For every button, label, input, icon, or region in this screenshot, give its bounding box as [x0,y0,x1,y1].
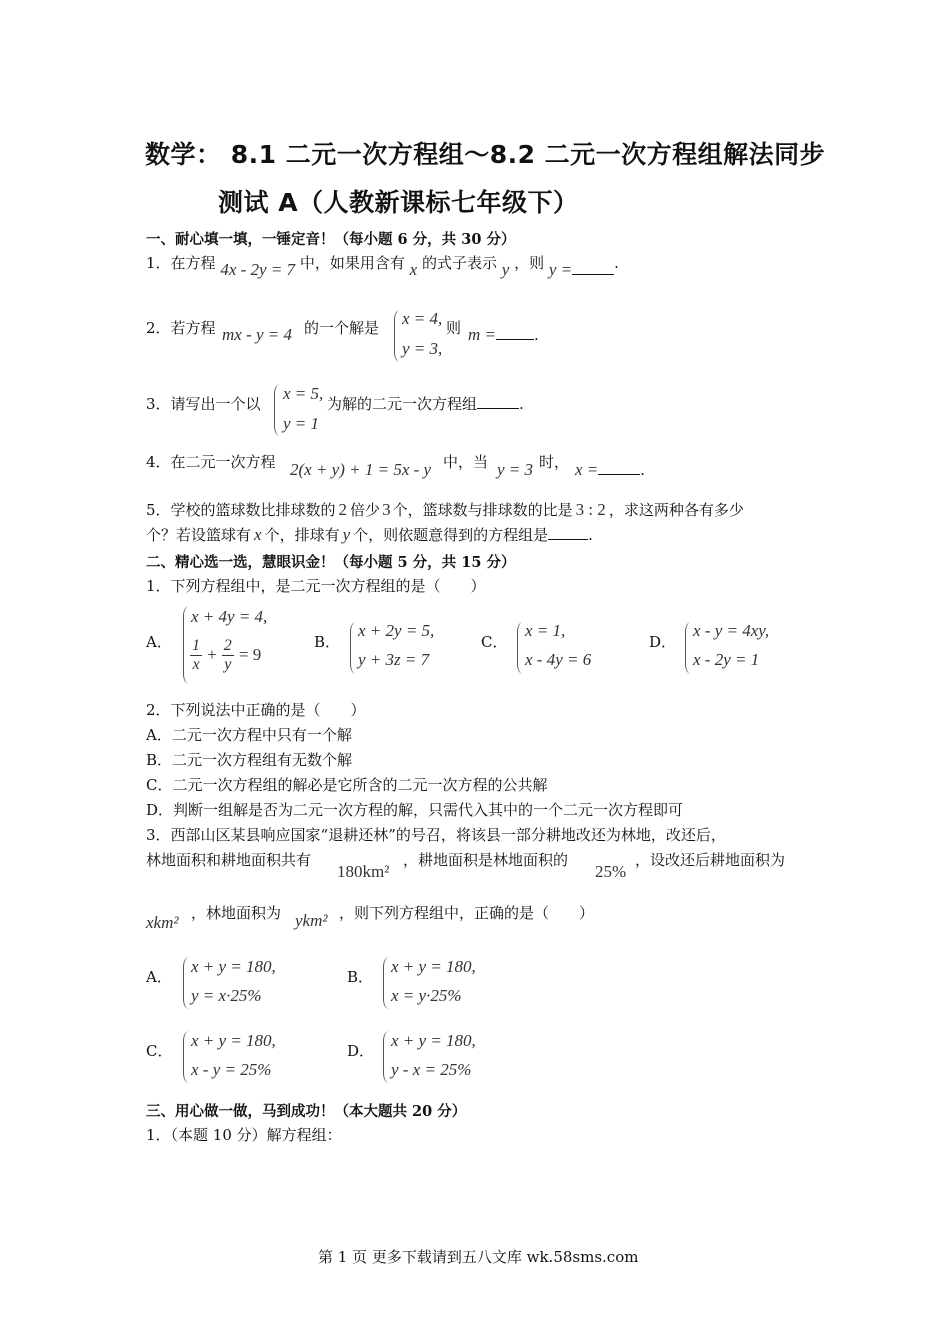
s1-q5-l2a: 个？若设篮球有 [146,526,252,544]
s1-q5-line2 [146,525,593,545]
s2-q1-A-label: A． [146,633,172,651]
frac-den: y [224,656,232,673]
s2-q3-line2b: ，耕地面积是林地面积的 [403,851,569,869]
s2-q3-C-e1: x + y = 180, [191,1031,276,1050]
page-title-line1: 数学： 8.1 二元一次方程组～8.2 二元一次方程组解法同步 [145,140,826,169]
s1-q1-x: x [409,260,418,279]
s1-q3-s2: y = 1 [283,414,320,433]
s2-q1-D-e2: x - 2y = 1 [693,650,760,669]
s2-q3-ykm: ykm² [295,911,328,930]
s2-q3-B-label: B． [347,968,374,986]
s1-q5-l2c: 个，则依题意得到的方程组是 [353,526,549,544]
s1-q2-eq: mx - y = 4 [222,325,293,344]
s2-q3-C-label: C． [146,1042,173,1060]
s1-q5-l1d: ，求这两种各有多少 [608,501,744,519]
s1-q4-eq: 2(x + y) + 1 = 5x - y [290,460,432,479]
section1-heading: 一、耐心填一填，一锤定音！（每小题 6 分，共 30 分） [146,231,516,248]
rhs: = 9 [238,645,262,664]
s2-q3-B-e2: x = y·25% [391,986,462,1005]
answer-blank [598,462,640,475]
s1-q4-cond: y = 3 [497,460,534,479]
s1-q2-end: . [534,326,539,344]
s1-q1-y: y [501,260,510,279]
s2-q3-line3a: ，林地面积为 [191,904,282,922]
brace-icon [383,1031,390,1083]
s2-q1-D-e1: x - y = 4xy, [693,621,770,640]
s1-q5-l1c: 个，篮球数与排球数的比是 [392,501,573,519]
brace-icon [274,384,281,436]
s2-q3-area: 180km² [337,862,390,881]
s2-q1-C-e1: x = 1, [525,621,566,640]
frac-num: 2 [223,637,232,654]
s2-q2-D: D．判断一组解是否为二元一次方程的解，只需代入其中的一个二元一次方程即可 [146,801,684,819]
s1-q2-s2: y = 3, [402,339,443,358]
s2-q3-line2a: 林地面积和耕地面积共有 [146,851,312,869]
s1-q5-n3: 3 [382,500,391,519]
s1-q5-n2: 2 [338,500,348,519]
fraction [222,637,234,674]
s2-q3-A-e2: y = x·25% [191,986,262,1005]
s2-q1-B-label: B． [314,633,341,651]
s1-q5-x: x [254,525,262,544]
s1-q1-b: 中，如果用含有 [299,254,405,272]
s2-q1-stem: 1．下列方程组中，是二元一次方程组的是（ ） [146,577,486,595]
s1-q3-s1: x = 5, [283,384,324,403]
s1-q4-end: . [640,461,646,479]
s2-q2-A: A．二元一次方程中只有一个解 [146,726,352,744]
s1-q1-eq: 4x - 2y = 7 [220,260,296,279]
brace-icon [350,622,357,674]
s1-q2-c: 则 [446,319,462,337]
s1-q3-b: 为解的二元一次方程组 [327,395,478,413]
s1-q5-end: . [588,526,593,544]
s1-q2-s1: x = 4, [402,309,443,328]
s1-q1-d: ，则 [514,254,545,272]
s2-q3-B-e1: x + y = 180, [391,957,476,976]
section3-heading: 三、用心做一做，马到成功！（本大题共 20 分） [146,1103,467,1120]
s2-q3-line3b: ，则下列方程组中，正确的是（ ） [339,904,595,922]
s2-q3-line2c: ，设改还后耕地面积为 [635,851,786,869]
s1-q3-end: . [519,395,524,413]
frac-den: x [192,656,200,673]
brace-icon [183,606,190,684]
s1-q3-line [327,394,524,414]
s1-q1-ans: y = [548,260,573,279]
s1-q2-b: 的一个解是 [304,319,380,337]
s2-q3-D-e1: x + y = 180, [391,1031,476,1050]
s2-q1-A-e1: x + 4y = 4, [191,607,268,626]
brace-icon [394,310,401,362]
s1-q1 [146,253,619,279]
s2-q1-C-e2: x - 4y = 6 [525,650,592,669]
s2-q1-C-label: C． [481,633,508,651]
brace-icon [685,622,692,674]
s2-q3-A-e1: x + y = 180, [191,957,276,976]
answer-blank [572,262,614,275]
s1-q4-b: 中，当 [443,453,489,471]
s2-q2-C: C．二元一次方程组的解必是它所含的二元一次方程的公共解 [146,776,548,794]
s1-q2-ans: m = [468,325,496,344]
s1-q5-l1b: 倍少 [350,501,381,519]
plus-sign: + [207,645,217,664]
s1-q1-end: . [614,254,619,272]
s1-q5-l1a: 5．学校的篮球数比排球数的 [146,501,336,519]
brace-icon [183,1031,190,1083]
page-title-line2: 测试 A（人教新课标七年级下） [218,188,579,217]
answer-blank [496,327,534,340]
s1-q4-ans: x = [575,460,599,479]
s2-q1-B-e1: x + 2y = 5, [358,621,435,640]
s1-q1-c: 的式子表示 [421,254,497,272]
brace-icon [183,957,190,1009]
s2-q3-D-e2: y - x = 25% [391,1060,472,1079]
s1-q5-y: y [342,525,351,544]
s1-q2-answer [468,325,539,345]
s2-q2-B: B．二元一次方程组有无数个解 [146,751,353,769]
s2-q1-B-e2: y + 3z = 7 [358,650,430,669]
s3-q1: 1．（本题 10 分）解方程组： [146,1126,342,1144]
s1-q4-c: 时， [539,453,570,471]
section2-heading: 二、精心选一选，慧眼识金！（每小题 5 分，共 15 分） [146,554,516,571]
s1-q4-a: 4．在二元一次方程 [146,453,276,471]
s2-q1-D-label: D． [649,633,677,651]
s2-q2-stem: 2．下列说法中正确的是（ ） [146,701,366,719]
s1-q5-line1 [146,500,744,520]
s2-q3-pct: 25% [595,862,627,881]
s1-q5-ratio: 3 : 2 [575,500,606,519]
s1-q4-answer [575,460,645,480]
frac-num: 1 [192,637,200,654]
s2-q3-A-label: A． [146,968,172,986]
fraction [190,637,202,674]
s2-q3-line1: 3．西部山区某县响应国家“退耕还林”的号召，将该县一部分耕地改还为林地，改还后， [146,826,726,844]
s1-q5-l2b: 个，排球有 [264,526,340,544]
page-footer: 第 1 页 更多下载请到五八文库 wk.58sms.com [318,1248,639,1266]
s2-q3-D-label: D． [347,1042,375,1060]
s2-q3-C-e2: x - y = 25% [191,1060,272,1079]
brace-icon [517,622,524,674]
s2-q3-xkm: xkm² [146,913,179,932]
answer-blank [477,396,519,409]
s1-q3-a: 3．请写出一个以 [146,395,261,413]
s2-q1-A-e2 [190,637,261,674]
s1-q1-a: 1．在方程 [146,254,216,272]
s1-q2-a: 2．若方程 [146,319,216,337]
answer-blank [548,527,588,540]
brace-icon [383,957,390,1009]
